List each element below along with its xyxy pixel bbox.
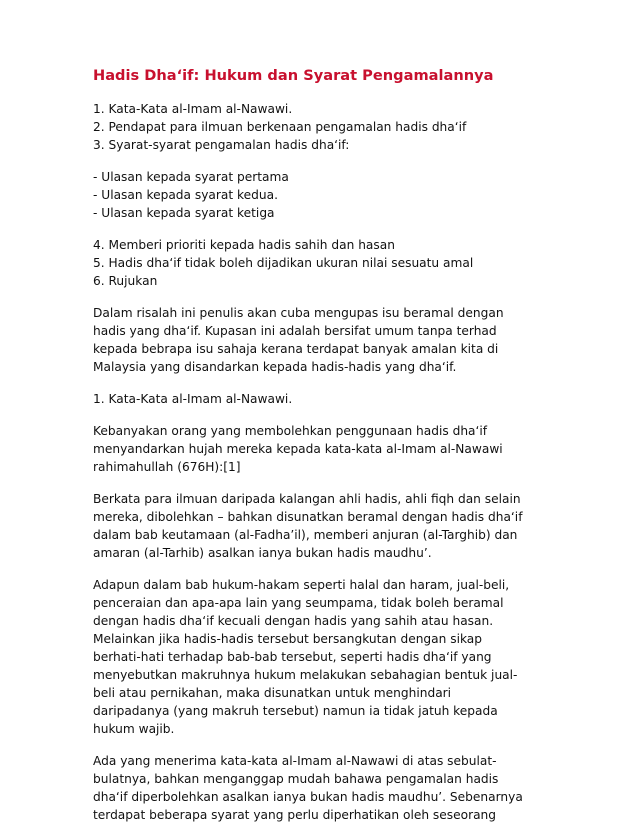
toc-item: 5. Hadis dha‘if tidak boleh dijadikan ukuran nilai sesuatu amal bbox=[93, 256, 474, 270]
paragraph-line: kepada bebrapa isu sahaja kerana terdapat banyak amalan kita di bbox=[93, 342, 499, 356]
paragraph-line: Dalam risalah ini penulis akan cuba mengupas isu beramal dengan bbox=[93, 306, 504, 320]
paragraph-line: mereka, dibolehkan – bahkan disunatkan beramal dengan hadis dha‘if bbox=[93, 510, 523, 524]
toc-item: 1. Kata-Kata al-Imam al-Nawawi. bbox=[93, 102, 293, 116]
paragraph-line: dha‘if diperbolehkan asalkan ianya bukan hadis maudhu’. Sebenarnya bbox=[93, 790, 523, 804]
document-title: Hadis Dha‘if: Hukum dan Syarat Pengamalannya bbox=[93, 67, 494, 84]
paragraph-line: berhati-hati terhadap bab-bab tersebut, seperti hadis dha‘if yang bbox=[93, 650, 492, 664]
paragraph-line: daripadanya (yang makruh tersebut) namun ia tidak jatuh kepada bbox=[93, 704, 498, 718]
paragraph-line: Melainkan jika hadis-hadis tersebut bersangkutan dengan sikap bbox=[93, 632, 483, 646]
paragraph-3 bbox=[93, 576, 553, 738]
table-of-contents-main bbox=[93, 100, 553, 154]
paragraph-2 bbox=[93, 490, 553, 562]
toc-subitem: - Ulasan kepada syarat pertama bbox=[93, 170, 289, 184]
paragraph-line: beli atau pernikahan, maka disunatkan untuk menghindari bbox=[93, 686, 452, 700]
toc-item: 6. Rujukan bbox=[93, 274, 158, 288]
paragraph-line: amaran (al-Tarhib) asalkan ianya bukan hadis maudhu’. bbox=[93, 546, 432, 560]
toc-item: 2. Pendapat para ilmuan berkenaan pengamalan hadis dha‘if bbox=[93, 120, 467, 134]
toc-item: 3. Syarat-syarat pengamalan hadis dha‘if: bbox=[93, 138, 350, 152]
paragraph-line: Kebanyakan orang yang membolehkan penggunaan hadis dha‘if bbox=[93, 424, 488, 438]
paragraph-line: rahimahullah (676H):[1] bbox=[93, 460, 241, 474]
toc-subitem: - Ulasan kepada syarat ketiga bbox=[93, 206, 275, 220]
paragraph-line: Malaysia yang disandarkan kepada hadis-hadis yang dha‘if. bbox=[93, 360, 457, 374]
paragraph-line: Ada yang menerima kata-kata al-Imam al-Nawawi di atas sebulat- bbox=[93, 754, 497, 768]
section-heading-text: 1. Kata-Kata al-Imam al-Nawawi. bbox=[93, 392, 293, 406]
paragraph-4 bbox=[93, 752, 553, 824]
document-page bbox=[93, 66, 553, 838]
toc-item: 4. Memberi prioriti kepada hadis sahih dan hasan bbox=[93, 238, 395, 252]
toc-subitem: - Ulasan kepada syarat kedua. bbox=[93, 188, 278, 202]
paragraph-line: menyandarkan hujah mereka kepada kata-kata al-Imam al-Nawawi bbox=[93, 442, 503, 456]
paragraph-line: terdapat beberapa syarat yang perlu diperhatikan oleh seseorang bbox=[93, 808, 497, 822]
paragraph-line: hukum wajib. bbox=[93, 722, 175, 736]
paragraph-line: Adapun dalam bab hukum-hakam seperti halal dan haram, jual-beli, bbox=[93, 578, 510, 592]
paragraph-1 bbox=[93, 422, 553, 476]
table-of-contents-more bbox=[93, 236, 553, 290]
paragraph-line: dengan hadis dha‘if kecuali dengan hadis yang sahih atau hasan. bbox=[93, 614, 494, 628]
paragraph-line: Berkata para ilmuan daripada kalangan ahli hadis, ahli fiqh dan selain bbox=[93, 492, 521, 506]
table-of-contents-sub bbox=[93, 168, 553, 222]
paragraph-line: hadis yang dha‘if. Kupasan ini adalah bersifat umum tanpa terhad bbox=[93, 324, 497, 338]
intro-paragraph bbox=[93, 304, 553, 376]
paragraph-line: menyebutkan makruhnya hukum melakukan sebahagian bentuk jual- bbox=[93, 668, 518, 682]
paragraph-line: penceraian dan apa-apa lain yang seumpama, tidak boleh beramal bbox=[93, 596, 504, 610]
section-heading bbox=[93, 390, 553, 408]
paragraph-line: dalam bab keutamaan (al-Fadha’il), memberi anjuran (al-Targhib) dan bbox=[93, 528, 518, 542]
paragraph-line: bulatnya, bahkan menganggap mudah bahawa pengamalan hadis bbox=[93, 772, 499, 786]
